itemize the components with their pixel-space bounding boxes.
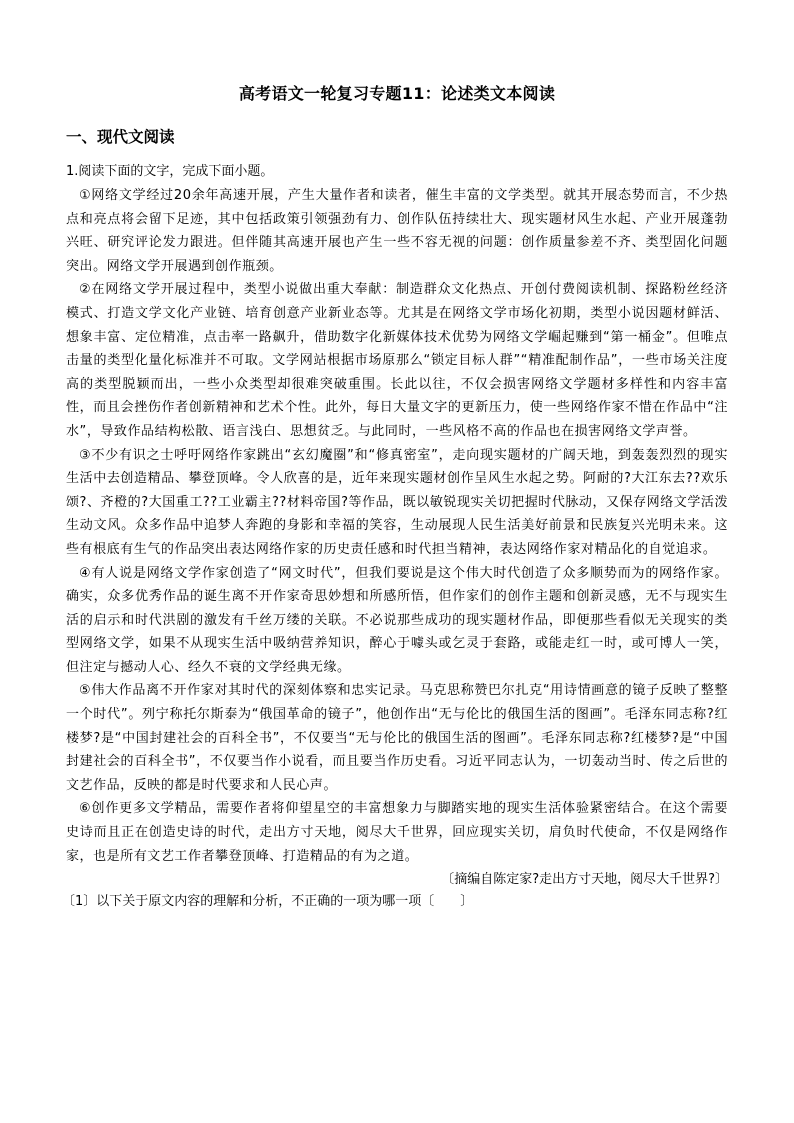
source-citation: 〔摘编自陈定家?走出方寸天地，阅尽大千世界?〕	[441, 872, 728, 888]
paragraph-1: ①网络文学经过20余年高速开展，产生大量作者和读者，催生丰富的文学类型。就其开展态势而言，不少热点和亮点将会留下足迹，其中包括政策引领强劲有力、创作队伍持续壮大、现实题材风生水起、产业开展蓬勃兴旺、研究评论发力跟进。但伴随其高速开展也产生一些不容无视的问题：创作质量参差不齐、类型固化问题突出。网络文学开展遇到创作瓶颈。	[66, 188, 728, 274]
paragraph-2: ②在网络文学开展过程中，类型小说做出重大奉献：制造群众文化热点、开创付费阅读机制、探路粉丝经济模式、打造文学文化产业链、培育创意产业新业态等。尤其是在网络文学市场化初期，类型小说因题材鲜活、想象丰富、定位精准，点击率一路飙升，借助数字化新媒体技术优势为网络文学崛起赚到“第一桶金”。但唯点击量的类型化量化标准并不可取。文学网站根据市场原那么“锁定目标人群”“精准配制作品”，一些市场关注度高的类型脱颖而出，一些小众类型却很难突破重围。长此以往，不仅会损害网络文学题材多样性和内容丰富性，而且会挫伤作者创新精神和艺术个性。此外，每日大量文字的更新压力，使一些网络作家不惜在作品中“注水”，导致作品结构松散、语言浅白、思想贫乏。与此同时，一些风格不高的作品也在损害网络文学声誉。	[66, 282, 728, 439]
question-1: 〔1〕以下关于原文内容的理解和分析，不正确的一项为哪一项〔 〕	[62, 894, 474, 910]
document-title: 高考语文一轮复习专题11：论述类文本阅读	[238, 84, 556, 103]
paragraph-6: ⑥创作更多文学精品，需要作者将仰望星空的丰富想象力与脚踏实地的现实生活体验紧密结合。在这个需要史诗而且正在创造史诗的时代，走出方寸天地，阅尽大千世界，回应现实关切，肩负时代使命，不仅是网络作家，也是所有文艺工作者攀登顶峰、打造精品的有为之道。	[66, 801, 728, 864]
reading-instruction: 1.阅读下面的文字，完成下面小题。	[66, 164, 274, 179]
document-page	[62, 82, 728, 913]
paragraph-4: ④有人说是网络文学作家创造了“网文时代”，但我们要说是这个伟大时代创造了众多顺势而为的网络作家。确实，众多优秀作品的诞生离不开作家奇思妙想和所感所悟，但作家们的创作主题和创新灵感，无不与现实生活的启示和时代洪剧的激发有千丝万缕的关联。不必说那些成功的现实题材作品，即便那些看似无关现实的类型网络文学，如果不从现实生活中吸纳营养知识，醉心于噱头或乞灵于套路，或能走红一时，或可博人一笑，但注定与撼动人心、经久不衰的文学经典无缘。	[66, 565, 728, 675]
paragraph-5: ⑤伟大作品离不开作家对其时代的深刻体察和忠实记录。马克思称赞巴尔扎克“用诗情画意的镜子反映了整整一个时代”。列宁称托尔斯泰为“俄国革命的镜子”，他创作出“无与伦比的俄国生活的图画”。毛泽东同志称?红楼梦?是“中国封建社会的百科全书”，不仅要当“无与伦比的俄国生活的图画”。毛泽东同志称?红楼梦?是“中国封建社会的百科全书”，不仅要当作小说看，而且要当作历史看。习近平同志认为，一切轰动当时、传之后世的文艺作品，反映的都是时代要求和人民心声。	[66, 683, 728, 793]
section-heading: 一、现代文阅读	[66, 128, 175, 146]
paragraph-3: ③不少有识之士呼吁网络作家跳出“玄幻魔圈”和“修真密室”，走向现实题材的广阔天地，到轰轰烈烈的现实生活中去创造精品、攀登顶峰。令人欣喜的是，近年来现实题材创作呈风生水起之势。阿耐的?大江东去??欢乐颂?、齐橙的?大国重工??工业霸主??材料帝国?等作品，既以敏锐现实关切把握时代脉动，又保存网络文学活泼生动文风。众多作品中追梦人奔跑的身影和幸福的笑容，生动展现人民生活美好前景和民族复兴光明未来。这些有根底有生气的作品突出表达网络作家的历史责任感和时代担当精神，表达网络作家对精品化的自觉追求。	[66, 447, 728, 557]
